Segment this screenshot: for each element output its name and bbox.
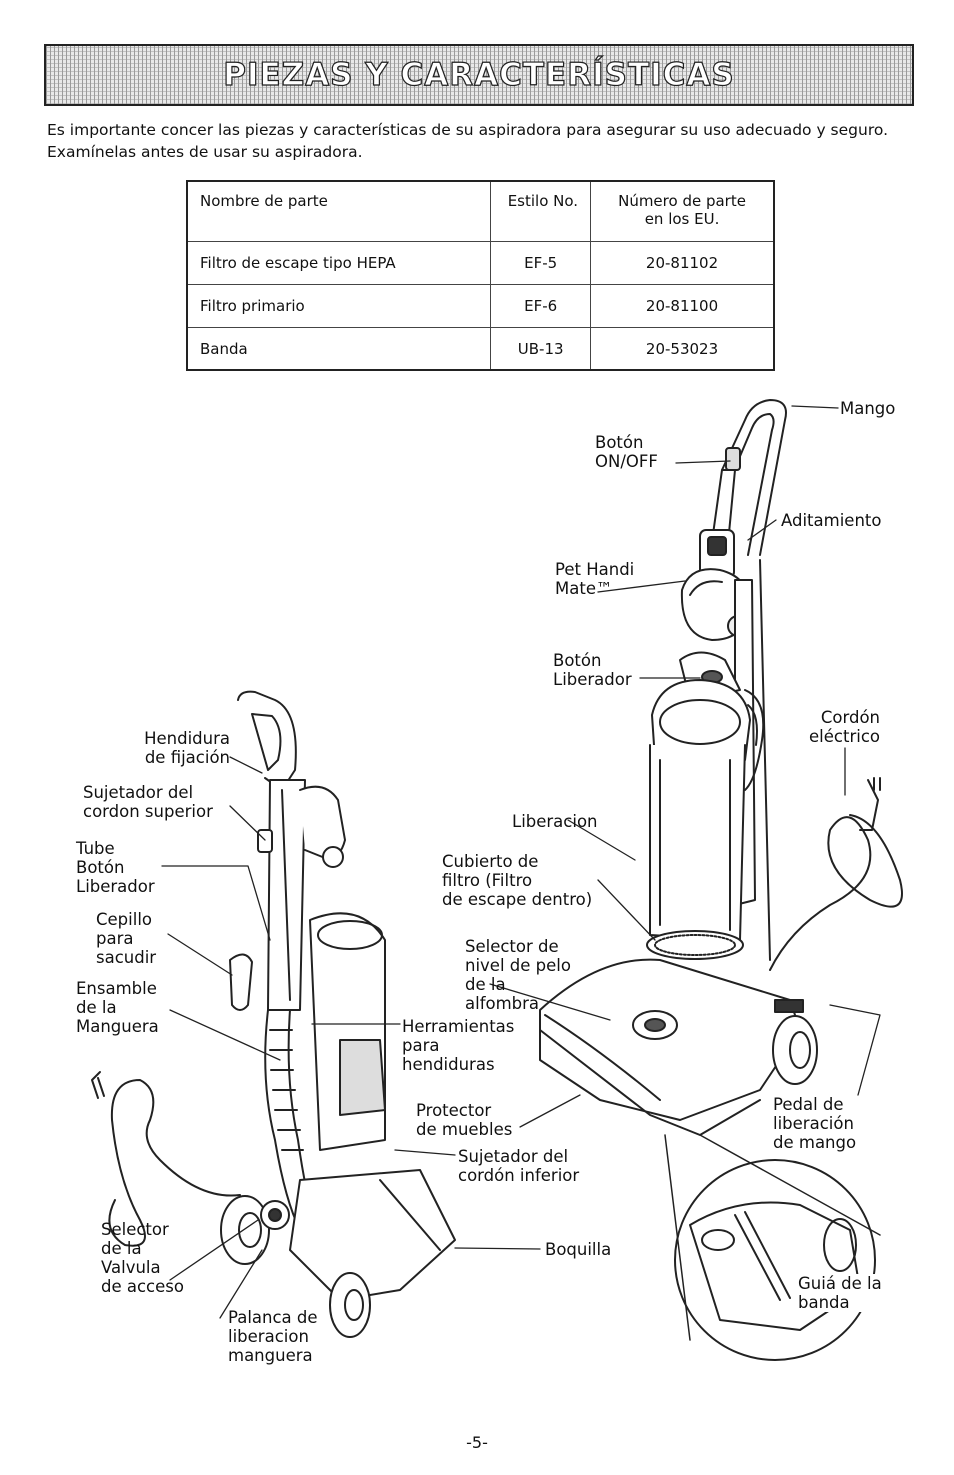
table-cell: 20-53023 [591,327,774,370]
table-header: Número de parte en los EU. [591,181,774,241]
label-aditamiento: Aditamiento [781,511,882,530]
label-mango: Mango [840,399,896,418]
page-title: PIEZAS Y CARACTERÍSTICAS [223,57,735,93]
label-selector-pelo: Selector de nivel de pelo de la alfombra [465,937,571,1013]
label-ensamble: Ensamble de la Manguera [76,979,159,1036]
label-cordon-electrico: Cordón eléctrico [809,708,880,746]
label-selector-valvula: Selector de la Valvula de acceso [101,1220,184,1296]
label-palanca: Palanca de liberacion manguera [228,1308,318,1365]
table-cell: 20-81102 [591,241,774,284]
label-cubierto-filtro: Cubierto de filtro (Filtro de escape dentro) [442,852,593,909]
table-cell: UB-13 [491,327,591,370]
belt-inset-drawing [665,1135,880,1360]
label-tube-boton: Tube Botón Liberador [76,839,155,896]
table-header: Estilo No. [491,181,591,241]
label-liberacion: Liberacion [512,812,598,831]
label-boton-onoff: Botón ON/OFF [595,433,658,471]
intro-line-1: Es importante concer las piezas y características de su aspiradora para asegurar su uso adecuado y seguro. [47,121,888,139]
table-cell: Banda [187,327,491,370]
table-header: Nombre de parte [187,181,491,241]
intro-line-2: Examínelas antes de usar su aspiradora. [47,143,363,161]
label-cepillo: Cepillo para sacudir [96,910,157,967]
table-cell: Filtro de escape tipo HEPA [187,241,491,284]
label-pedal: Pedal de liberación de mango [773,1095,857,1152]
table-cell: 20-81100 [591,284,774,327]
label-herramientas: Herramientas para hendiduras [402,1017,515,1074]
label-hendidura: Hendidura de fijación [144,729,230,767]
table-cell: Filtro primario [187,284,491,327]
label-guia-banda: Guiá de la banda [798,1274,882,1312]
table-cell: EF-5 [491,241,591,284]
label-boton-liberador: Botón Liberador [553,651,632,689]
label-sujetador-inferior: Sujetador del cordón inferior [458,1147,580,1185]
label-sujetador-superior: Sujetador del cordon superior [83,783,213,821]
label-pet-handi-mate: Pet Handi Mate™ [555,560,635,598]
label-protector: Protector de muebles [416,1101,513,1139]
page-number: -5- [466,1433,488,1452]
label-boquilla: Boquilla [545,1240,612,1259]
table-cell: EF-6 [491,284,591,327]
